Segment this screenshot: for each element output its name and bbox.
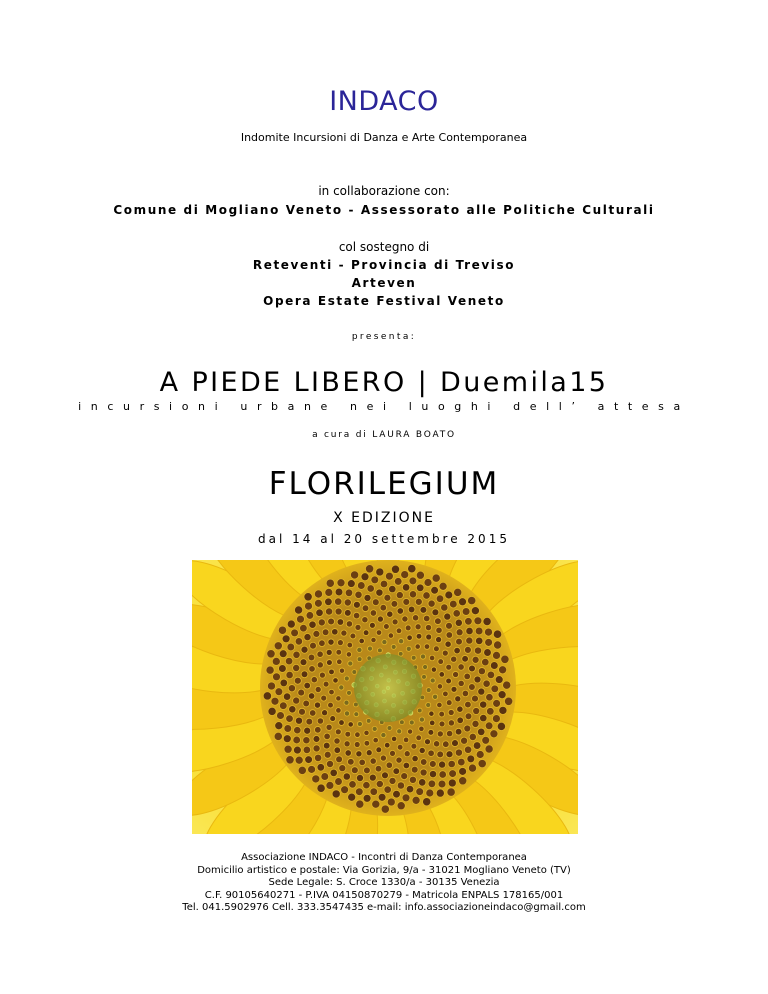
support-intro: col sostegno di <box>338 240 430 254</box>
supporter-arteven: Arteven <box>351 276 417 290</box>
project-title: A PIEDE LIBERO | Duemila15 <box>159 367 609 398</box>
collaboration-intro: in collaborazione con: <box>318 184 450 198</box>
footer-line: Associazione INDACO - Incontri di Danza Contemporanea <box>241 852 527 863</box>
supporter-reteventi: Reteventi - Provincia di Treviso <box>252 258 516 272</box>
event-dates: dal 14 al 20 settembre 2015 <box>258 532 510 546</box>
edition-label: X EDIZIONE <box>333 510 435 526</box>
organization-subtitle: Indomite Incursioni di Danza e Arte Contemporanea <box>240 131 528 144</box>
footer-address <box>0 852 768 915</box>
footer-line: Domicilio artistico e postale: Via Gorizia, 9/a - 31021 Mogliano Veneto (TV) <box>197 864 571 876</box>
footer-line: C.F. 90105640271 - P.IVA 04150870279 - Matricola ENPALS 178165/001 <box>204 889 564 901</box>
footer-line: Tel. 041.5902976 Cell. 333.3547435 e-mail: info.associazioneindaco@gmail.com <box>182 902 586 913</box>
organization-title: INDACO <box>329 86 439 117</box>
presents-label: presenta: <box>351 332 417 342</box>
footer-line: Sede Legale: S. Croce 1330/a - 30135 Venezia <box>268 877 500 888</box>
collaboration-partner: Comune di Mogliano Veneto - Assessorato alle Politiche Culturali <box>113 203 655 217</box>
supporter-opera-estate: Opera Estate Festival Veneto <box>263 294 505 308</box>
show-title: FLORILEGIUM <box>268 466 500 502</box>
project-subtitle: incursioni urbane nei luoghi dell’ attesa <box>78 400 690 413</box>
curator-credit: a cura di LAURA BOATO <box>312 430 456 440</box>
sunflower-photo <box>192 560 578 834</box>
